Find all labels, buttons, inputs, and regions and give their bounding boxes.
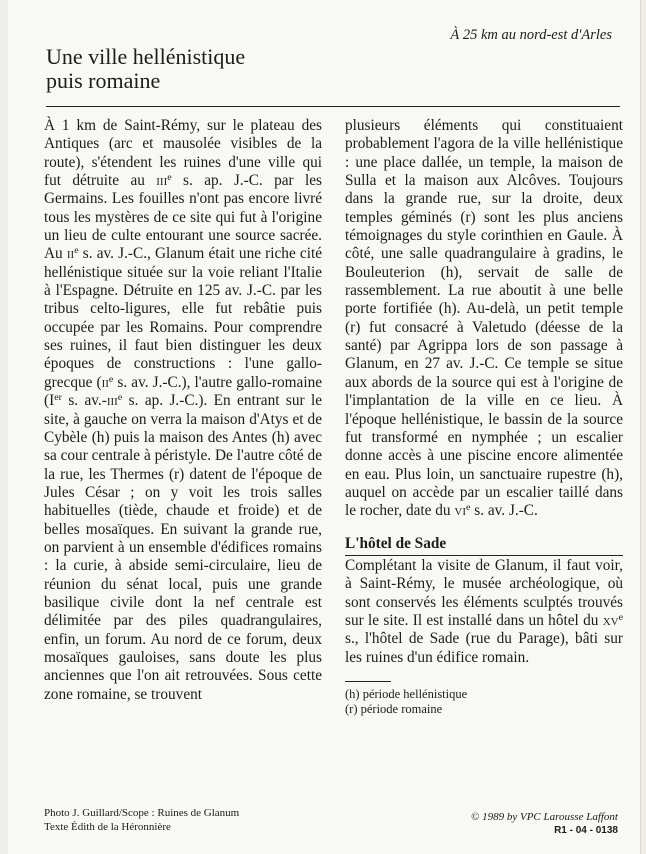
copyright: © 1989 by VPC Larousse Laffont <box>471 811 618 823</box>
legend-item-r: (r) période romaine <box>345 701 443 716</box>
body-paragraph-continued: plusieurs éléments qui constituaient probablement l'agora de la ville hellénistique : une place dallée, un temple, la maison de Sulla et la maison aux Alcôves. Toujours dans la grande rue, sur la droite, deux temples géminés (r) sont les plus anciens témoignages du style corinthien en Gaule. À côté, une salle quadrangulaire à gradins, le Bouleuterion (h), servait de salle de rassemblement. La rue aboutit à une belle porte fortifiée (h). Au-delà, un petit temple (r) fut consacré à Valetudo (déesse de la santé) par Agrippa lors de son passage à Glanum, en 27 av. J.-C. Ce temple se situe aux abords de la source qui est à l'origine de l'implantation de la ville en ce lieu. À l'époque hellénistique, le bassin de la source fut transformé en nymphée ; un escalier donne accès à une piscine encore alimentée en eau. Plus loin, un sanctuaire rupestre (h), auquel on accède par un escalier taillé dans le rocher, date du $vi^e$ s. av. J.-C. <box>345 117 623 520</box>
title-line-1: Une ville hellénistique <box>46 44 246 69</box>
card <box>8 0 641 854</box>
photo-credit: Photo J. Guillard/Scope : Ruines de Glanum <box>44 807 240 819</box>
body-paragraph: À 1 km de Saint-Rémy, sur le plateau des Antiques (arc et mausolée visibles de la route), s'étendent les ruines d'une ville qui fut détruite au iii$^e$ s. ap. J.-C. par les Germains. Les fouilles n'ont pas encore livré tous les mystères de ce site qui fut à l'origine un lieu de culte entourant une source sacrée. Au $ii^e$ s. av. J.-C., Glanum était une riche cité hellénistique située sur la voie reliant l'Italie à l'Espagne. Détruite en 125 av. J.-C. par les tribus celto-ligures, elle fut rebâtie puis occupée par les Romains. Pour comprendre ses ruines, il faut bien distinguer les deux époques de constructions : l'une gallo-grecque ($ii^e$ s. av. J.-C.), l'autre gallo-romaine (Ier s. av.-iii$^e$ s. ap. J.-C.). En entrant sur le site, à gauche on verra la maison d'Atys et de Cybèle (h) puis la maison des Antes (h) avec sa cour centrale à péristyle. De l'autre côté de la rue, les Thermes (r) datent de l'époque de Jules César ; on y voit les trois salles habituelles (tiède, chaude et froide) et de belles mosaïques. En suivant la grande rue, on parvient à un ensemble d'édifices romains : la curie, à abside semi-circulaire, lieu de réunion du sénat local, puis une grande basilique civile dont la nef centrale est délimitée par des piles quadrangulaires, enfin, un forum. Au nord de ce forum, deux mosaïques gauloises, sans doute les plus anciennes que l'on ait retrouvées. Sous cette zone romaine, se trouvent <box>44 117 323 703</box>
section-heading: L'hôtel de Sade <box>345 534 447 552</box>
text-credit: Texte Édith de la Héronnière <box>44 820 171 833</box>
legend <box>345 687 623 717</box>
location-note: À 25 km au nord-est d'Arles <box>450 27 612 43</box>
page-title <box>46 45 306 93</box>
credits <box>44 807 239 834</box>
legend-item-h: (h) période hellénistique <box>345 686 468 701</box>
title-line-2: puis romaine <box>46 68 161 93</box>
legend-rule <box>345 681 391 682</box>
section-paragraph: Complétant la visite de Glanum, il faut voir, à Saint-Rémy, le musée archéologique, où sont conservés les éléments sculptés trouvés sur le site. Il est installé dans un hôtel du $xv^e$ s., l'hôtel de Sade (rue du Parage), bâti sur les ruines d'un édifice romain. <box>345 556 623 666</box>
top-rule <box>46 106 620 107</box>
publisher-info <box>471 810 618 838</box>
card-code: R1 - 04 - 0138 <box>554 825 618 836</box>
right-column <box>345 117 623 717</box>
left-column <box>44 117 322 704</box>
section-rule <box>345 555 623 556</box>
